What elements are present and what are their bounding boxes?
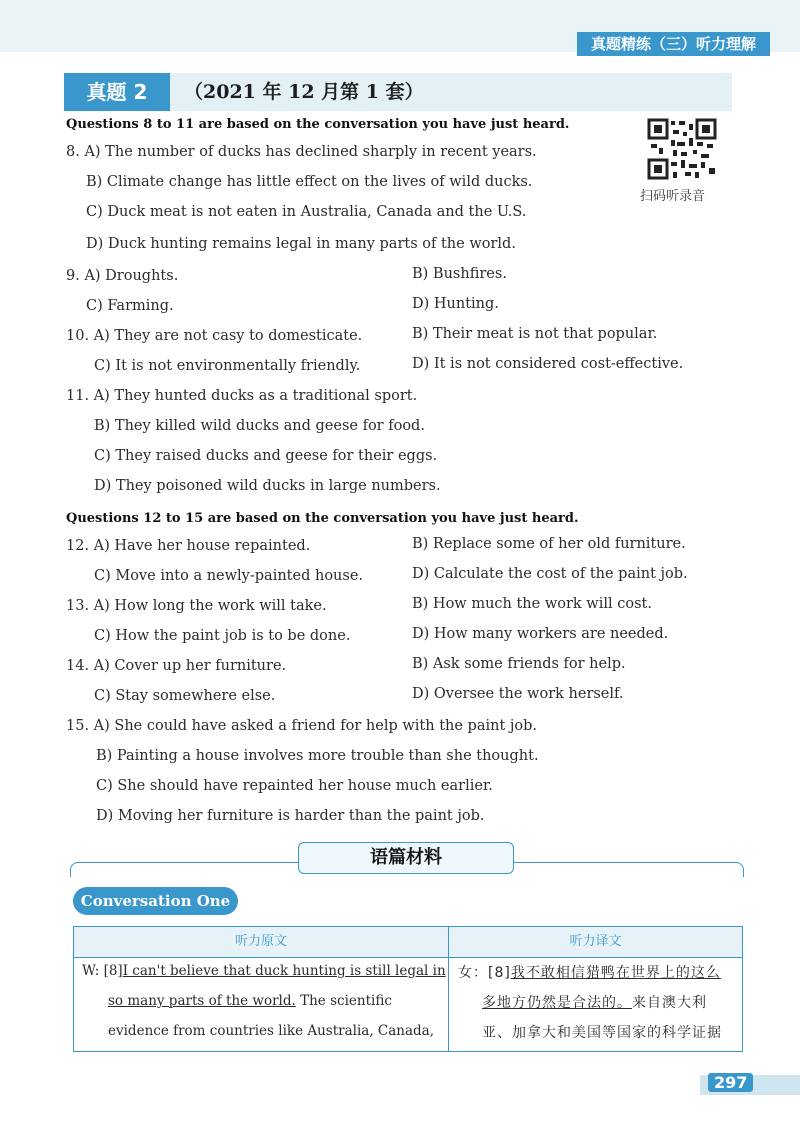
en-speaker: W: [82,963,100,979]
q15-option-c: C) She should have repainted her house much earlier. [96,778,493,794]
q14-option-b: B) Ask some friends for help. [412,656,626,672]
transcript-table [73,926,743,1052]
q10-option-d: D) It is not considered cost-effective. [412,356,684,372]
page-number: 297 [708,1073,753,1092]
q12-option-a: 12. A) Have her house repainted. [66,538,311,554]
q15-option-d: D) Moving her furniture is harder than the paint job. [96,808,485,824]
qr-code-icon[interactable] [647,118,717,180]
q8-option-c: C) Duck meat is not eaten in Australia, Canada and the U.S. [86,204,527,220]
exam-tag: 真题 2 [64,73,170,111]
cn-line-1 [458,962,721,982]
en-marker: [8] [103,963,123,979]
en-line-2 [108,993,392,1009]
cn-speaker: 女： [458,965,488,981]
questions-heading-1: Questions 8 to 11 are based on the conversation you have just heard. [66,117,570,132]
q11-option-b: B) They killed wild ducks and geese for food. [94,418,425,434]
q15-option-a: 15. A) She could have asked a friend for help with the paint job. [66,718,538,734]
cn-line-2 [482,992,707,1012]
q13-option-c: C) How the paint job is to be done. [94,628,351,644]
col-original-header: 听力原文 [234,934,287,949]
q14-option-a: 14. A) Cover up her furniture. [66,658,287,674]
cn-line-3: 亚、加拿大和美国等国家的科学证据 [482,1025,722,1041]
q8-option-b: B) Climate change has little effect on the lives of wild ducks. [86,174,533,190]
q14-option-c: C) Stay somewhere else. [94,688,276,704]
q10-option-c: C) It is not environmentally friendly. [94,358,361,374]
en-line-2-rest: The scientific [295,993,392,1009]
cn-underlined-1: 我不敢相信猎鸭在世界上的这么 [510,965,721,981]
q10-option-a: 10. A) They are not casy to domesticate. [66,328,363,344]
section-tab: 真题精练（三）听力理解 [577,32,770,56]
q11-option-a: 11. A) They hunted ducks as a traditional sport. [66,388,418,404]
q13-option-d: D) How many workers are needed. [412,626,669,642]
en-underlined-1: I can't believe that duck hunting is still legal in [122,963,446,979]
section-title: 语篇材料 [298,842,514,874]
q13-option-b: B) How much the work will cost. [412,596,652,612]
q11-option-c: C) They raised ducks and geese for their eggs. [94,448,438,464]
q14-option-d: D) Oversee the work herself. [412,686,624,702]
en-line-3: evidence from countries like Australia, Canada, [108,1023,435,1039]
q9-option-b: B) Bushfires. [412,266,507,282]
en-line-1 [82,963,446,979]
q10-option-b: B) Their meat is not that popular. [412,326,658,342]
q9-option-a: 9. A) Droughts. [66,268,179,284]
q9-option-c: C) Farming. [86,298,174,314]
q9-option-d: D) Hunting. [412,296,499,312]
q15-option-b: B) Painting a house involves more trouble than she thought. [96,748,539,764]
q13-option-a: 13. A) How long the work will take. [66,598,327,614]
en-underlined-2: so many parts of the world. [108,993,296,1009]
q12-option-b: B) Replace some of her old furniture. [412,536,686,552]
q11-option-d: D) They poisoned wild ducks in large numbers. [94,478,441,494]
col-translation-header: 听力译文 [569,934,622,949]
title-row [64,73,732,111]
q8-option-a: 8. A) The number of ducks has declined sharply in recent years. [66,144,537,160]
q8-option-d: D) Duck hunting remains legal in many parts of the world. [86,236,516,252]
q12-option-c: C) Move into a newly-painted house. [94,568,364,584]
conversation-badge: Conversation One [73,887,238,915]
q12-option-d: D) Calculate the cost of the paint job. [412,566,688,582]
cn-underlined-2: 多地方仍然是合法的。 [482,995,632,1011]
qr-caption: 扫码听录音 [640,189,706,204]
cn-marker: [8] [488,965,511,981]
questions-heading-2: Questions 12 to 15 are based on the conversation you have just heard. [66,511,579,526]
exam-title: （2021 年 12 月第 1 套） [184,81,424,103]
cn-line-2-rest: 来自澳大利 [632,995,707,1011]
